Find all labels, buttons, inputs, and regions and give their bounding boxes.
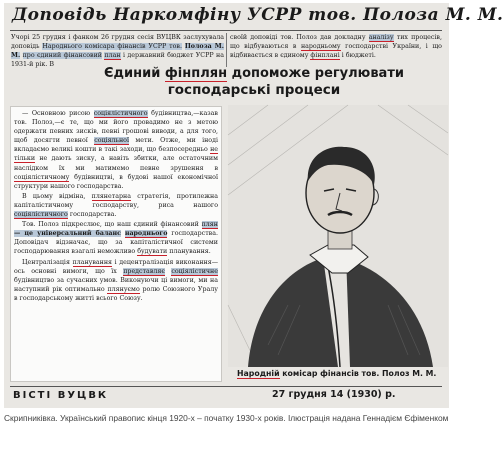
headline-line-2: господарські процеси xyxy=(167,82,341,98)
body-p1-text-2: будівництва,—казав тов. Полоз,—є те, що ми його провадимо не з метою одержати певних зисків, певні грошові виводи, а для того, щоб досягти певної xyxy=(14,110,218,145)
intro-right-underlined-1: аналізу xyxy=(368,34,394,41)
body-p1-text-1: — Основною рисою xyxy=(22,110,91,117)
intro-right-underlined-2: народньому xyxy=(300,43,341,51)
body-p4-text-3: будівництво за сучасних умов. Виконуючи ці вимоги, ми на наступний рік оптимально xyxy=(14,276,218,293)
body-p4-underlined-4: плянуємо xyxy=(107,285,140,293)
body-p2-text-3: господарства. xyxy=(69,211,117,219)
body-paragraph-4 xyxy=(14,258,218,303)
intro-left-underlined-1: план xyxy=(104,52,121,60)
body-p3-underlined-2: народнього xyxy=(124,230,168,238)
body-p1-underlined-3: не тільки xyxy=(14,146,218,163)
image-caption: Скрипниківка. Український правопис кінця 1920-х – початку 1930-х років. Ілюстрація надана Геннадієм Єфіменком xyxy=(4,413,449,423)
body-p1-underlined-4: соціялістичному xyxy=(14,173,70,181)
body-p1-underlined-1: соціялістичного xyxy=(93,110,148,117)
intro-right-underlined-3: фінплані xyxy=(310,52,340,60)
body-p4-underlined-1: планування xyxy=(72,258,113,266)
intro-left-column xyxy=(11,33,224,69)
body-p2-text-1: В цьому відміна, xyxy=(22,192,86,200)
body-p3-text-2: — це універсальний баланс xyxy=(14,230,121,238)
intro-right-text-3: господарстві України, і що відбивається в єдиному xyxy=(230,43,442,60)
body-p2-text-2: стратегія, протилежна капіталістичному господарству, риса нашого xyxy=(14,192,218,209)
body-p2-underlined-2: соціялістичного xyxy=(14,211,68,219)
body-p3-text-3: господарства. Доповідач відзначає, що за капіталістичної системи господарювання взагалі неможливо xyxy=(14,230,218,256)
body-p3-underlined-3: будувати xyxy=(137,248,168,256)
newspaper-clipping xyxy=(4,3,503,408)
article-title: Доповідь Наркомфіну УСРР тов. Полоза М. М. xyxy=(12,5,503,25)
body-p1-text-3: мети. Отже, ми іноді вкладаємо великі кошти в такі заходи, що безпосередньо xyxy=(14,137,218,154)
body-column xyxy=(10,106,222,382)
intro-right-text-1: своїй доповіді тов. Полоз дав докладну xyxy=(230,34,366,41)
newspaper-name: ВІСТІ ВУЦВК xyxy=(13,390,109,401)
portrait-caption xyxy=(237,369,447,378)
body-p1-underlined-2: соціяльної xyxy=(94,137,129,145)
portrait-caption-underlined: Народній xyxy=(237,369,280,378)
intro-left-text-2: Народнього комісара фінансів УСРР тов. xyxy=(42,43,182,51)
body-paragraph-3 xyxy=(14,220,218,256)
headline-underlined-word: фінплян xyxy=(164,66,228,81)
intro-right-column xyxy=(230,33,442,69)
headline xyxy=(64,66,444,98)
intro-right-text-2: тих процесів, що відбуваються в xyxy=(230,34,442,51)
headline-part-1: Єдиний xyxy=(104,66,165,81)
body-p4-text-4: ролю Союзного Уралу в господарському житті всього Союзу. xyxy=(14,285,218,302)
intro-left-text-1: Учорі 25 грудня і фанком 26 грудня сесія ВУЦВК заслухувала доповідь xyxy=(11,34,224,51)
body-p4-underlined-2: представляє xyxy=(123,267,165,275)
body-p4-underlined-3: соціялістичне xyxy=(171,267,218,275)
body-p3-underlined-1: плян xyxy=(201,221,218,229)
intro-right-text-4: і бюджеті. xyxy=(341,52,376,60)
portrait-illustration xyxy=(228,105,448,375)
portrait-caption-text: комісар фінансів тов. Полоз М. М. xyxy=(279,369,437,378)
newspaper-date: 27 грудня 14 (1930) р. xyxy=(272,389,396,400)
footer-divider xyxy=(10,386,442,387)
headline-part-2: допоможе регулювати xyxy=(227,66,404,81)
body-paragraph-1 xyxy=(14,109,218,191)
body-p2-underlined-1: плянетарна xyxy=(91,192,131,200)
column-divider xyxy=(226,33,227,67)
intro-left-text-3: Полоза М. М. xyxy=(11,43,224,60)
body-p4-text-1: Централізація xyxy=(22,258,70,266)
body-p1-text-5: будівництві, в будові нашої економічної структури нашого господарства. xyxy=(14,173,218,190)
body-p3-text-1: Тов. Полоз підкреслює, що наш єдиний фінансовий xyxy=(22,221,199,229)
body-paragraph-2 xyxy=(14,192,218,219)
intro-left-text-5: і державний бюджет УСРР на 1931-й рік. В xyxy=(11,52,224,69)
body-p1-text-4: не дають зиску, а навіть збитки, але остаточним наслідком їх ми матимемо певне зрушення в xyxy=(14,155,218,172)
intro-left-text-4: про єдиний фінансовий xyxy=(22,52,102,60)
portrait-drawing xyxy=(228,105,448,367)
title-divider xyxy=(10,30,442,31)
body-p3-text-4: планування. xyxy=(169,248,211,256)
body-p4-text-2: і децентралізація виконання—ось основні вимоги, що їх xyxy=(14,258,218,275)
